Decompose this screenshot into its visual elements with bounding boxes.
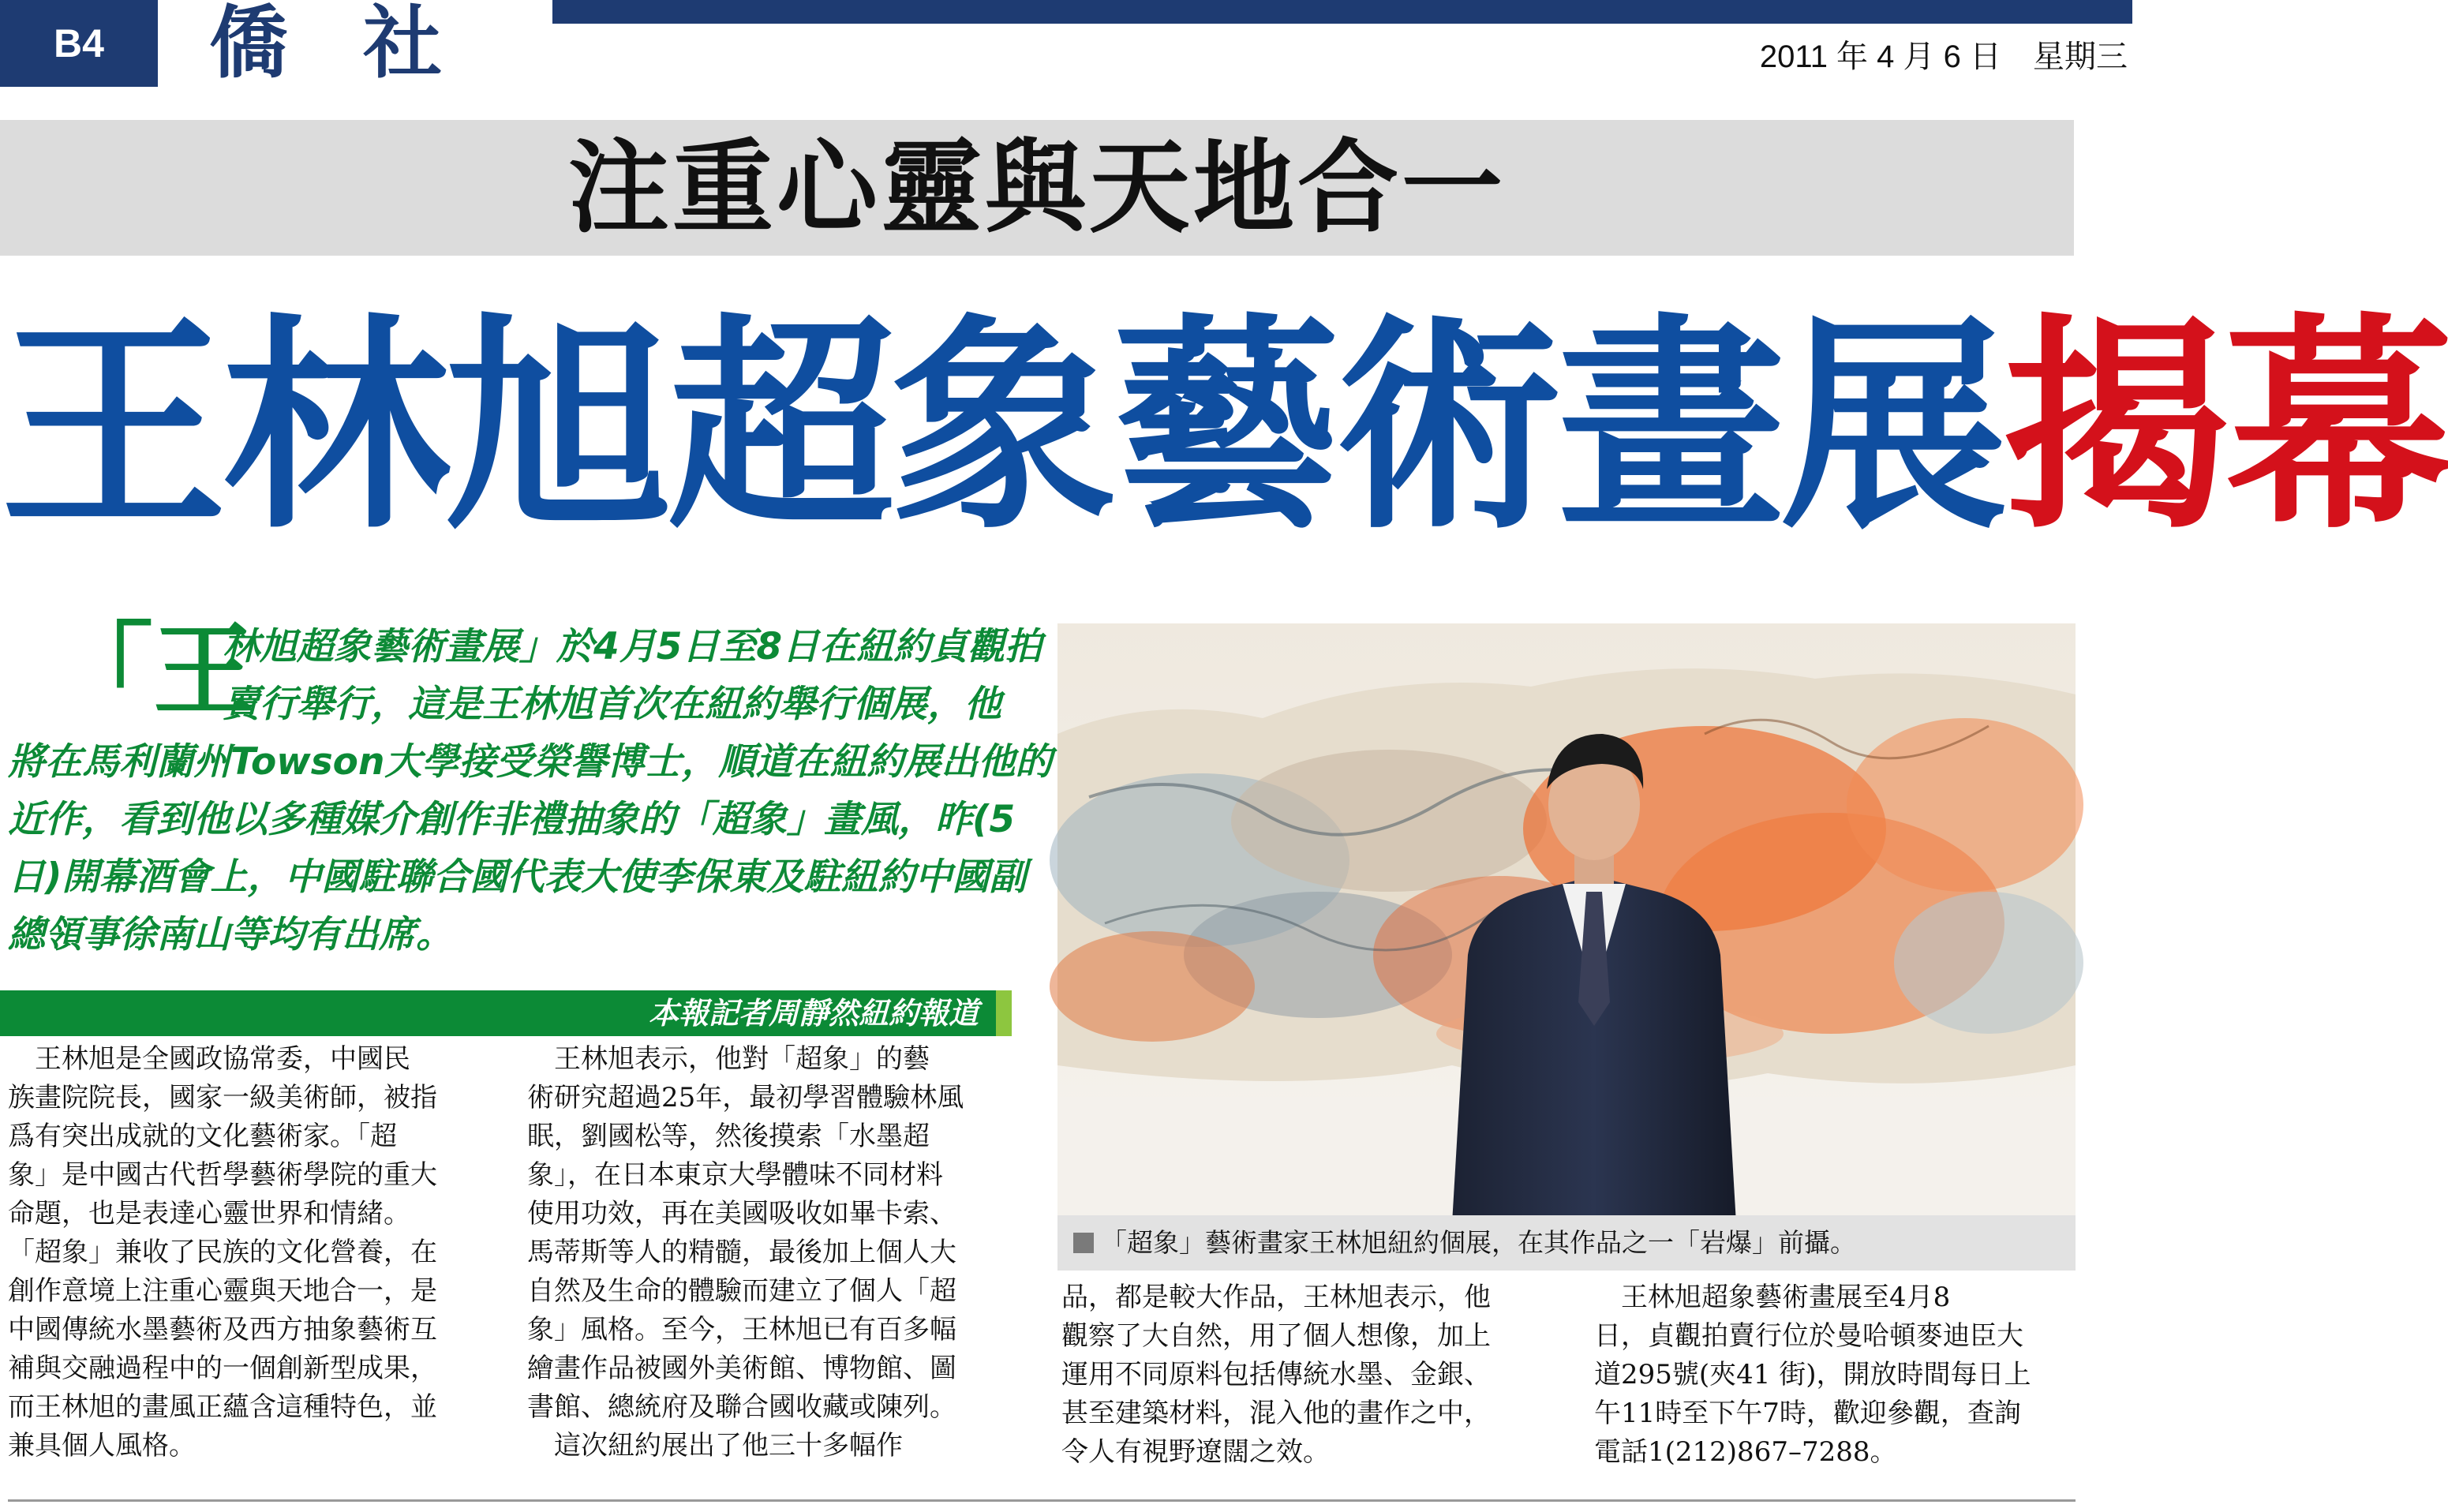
body-column-2 — [527, 1040, 1016, 1465]
body-line: 運用不同原料包括傳統水墨、金銀、 — [1061, 1359, 1491, 1390]
issue-date: 2011 年 4 月 6 日 星期三 — [1759, 39, 2128, 74]
body-line: 象」風格。至今，王林旭已有百多幅 — [527, 1314, 956, 1345]
body-line: 觀察了大自然，用了個人想像，加上 — [1061, 1320, 1491, 1352]
body-line: 中國傳統水墨藝術及西方抽象藝術互 — [8, 1314, 437, 1345]
bottom-rule — [8, 1499, 2076, 1502]
body-line: 命題，也是表達心靈世界和情緒。 — [8, 1198, 410, 1229]
lead-line: 賣行舉行，這是王林旭首次在紐約舉行個展，他 — [223, 683, 1001, 726]
news-photo — [1057, 623, 2076, 1215]
body-line: 而王林旭的畫風正蘊含這種特色，並 — [8, 1391, 437, 1423]
body-line: 這次紐約展出了他三十多幅作 — [527, 1430, 903, 1461]
body-line: 補與交融過程中的一個創新型成果， — [8, 1353, 437, 1384]
byline: 本報記者周靜然紐約報道 — [648, 996, 979, 1031]
body-line: 族畫院院長，國家一級美術師，被指 — [8, 1082, 437, 1113]
top-rule-bar — [552, 0, 2132, 24]
body-line: 術研究超過25年，最初學習體驗林風 — [527, 1082, 964, 1113]
section-code-badge: B4 — [0, 0, 158, 87]
body-line: 電話1(212)867–7288。 — [1594, 1436, 1897, 1468]
body-line: 眠，劉國松等，然後摸索「水墨超 — [527, 1121, 930, 1152]
caption-square-icon — [1073, 1233, 1094, 1253]
body-line: 象」，在日本東京大學體味不同材料 — [527, 1159, 943, 1191]
body-column-3 — [1061, 1278, 1551, 1472]
body-line: 書館、總統府及聯合國收藏或陳列。 — [527, 1391, 956, 1423]
lead-line: 將在馬利蘭州Towson大學接受榮譽博士，順道在紐約展出他的 — [8, 740, 1053, 784]
lead-line: 總領事徐南山等均有出席。 — [8, 913, 453, 956]
body-line: 王林旭表示，他對「超象」的藝 — [527, 1043, 930, 1075]
body-line: 王林旭是全國政協常委，中國民 — [8, 1043, 410, 1075]
body-line: 午11時至下午7時，歡迎參觀，查詢 — [1594, 1398, 2021, 1429]
body-line: 使用功效，再在美國吸收如畢卡索、 — [527, 1198, 956, 1229]
lead-dropcap: 「王 — [52, 612, 255, 730]
painting-and-artist-illustration — [1057, 623, 2076, 1215]
body-line: 令人有視野遼闊之效。 — [1061, 1436, 1330, 1468]
body-line: 繪畫作品被國外美術館、博物館、圖 — [527, 1353, 956, 1384]
body-line: 爲有突出成就的文化藝術家。「超 — [8, 1121, 397, 1152]
body-line: 馬蒂斯等人的精髓，最後加上個人大 — [527, 1237, 956, 1268]
body-column-4 — [1594, 1278, 2083, 1472]
lead-line: 林旭超象藝術畫展」於4月5日至8日在紐約貞觀拍 — [223, 625, 1042, 668]
body-line: 王林旭超象藝術畫展至4月8 — [1594, 1282, 1951, 1313]
body-line: 象」是中國古代哲學藝術學院的重大 — [8, 1159, 437, 1191]
body-line: 品，都是較大作品，王林旭表示，他 — [1061, 1282, 1491, 1313]
lead-line: 日)開幕酒會上，中國駐聯合國代表大使李保東及駐紐約中國副 — [8, 855, 1027, 899]
main-headline-red: 揭幕 — [2003, 293, 2448, 560]
body-column-1 — [8, 1040, 481, 1465]
body-line: 創作意境上注重心靈與天地合一，是 — [8, 1275, 437, 1307]
main-headline — [0, 260, 2448, 592]
byline-bar-edge — [996, 990, 1012, 1036]
body-line: 兼具個人風格。 — [8, 1430, 196, 1461]
lead-line: 近作，看到他以多種媒介創作非禮抽象的「超象」畫風，昨(5 — [8, 798, 1016, 841]
body-line: 「超象」兼收了民族的文化營養，在 — [8, 1237, 437, 1268]
main-headline-blue: 王林旭超象藝術畫展 — [0, 293, 2003, 560]
body-line: 道295號(夾41 街)，開放時間每日上 — [1594, 1359, 2031, 1390]
kicker-headline: 注重心靈與天地合一 — [567, 129, 1506, 247]
photo-caption: 「超象」藝術畫家王林旭紐約個展，在其作品之一「岩爆」前攝。 — [1101, 1227, 1856, 1258]
body-line: 日，貞觀拍賣行位於曼哈頓麥迪臣大 — [1594, 1320, 2023, 1352]
body-line: 自然及生命的體驗而建立了個人「超 — [527, 1275, 956, 1307]
body-line: 甚至建築材料，混入他的畫作之中， — [1061, 1398, 1491, 1429]
section-name: 僑社 — [209, 0, 517, 89]
